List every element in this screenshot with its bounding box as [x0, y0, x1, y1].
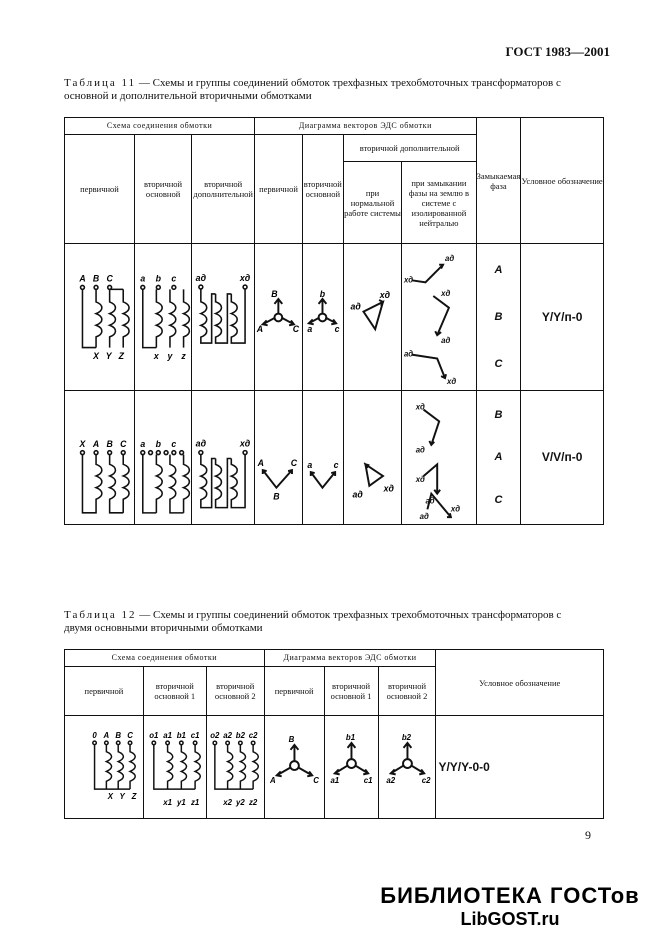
- table11-caption-label: Таблица 11: [64, 77, 137, 89]
- t11-r2-m-top2: c: [171, 438, 177, 449]
- t12-ds1-2: c1: [363, 776, 373, 786]
- t11-r1-p-bot1: Y: [105, 351, 112, 362]
- star-diagram-primary-t12: [265, 716, 324, 818]
- t11-r1-dm-1: a: [307, 324, 313, 335]
- t11-r1-designation: [521, 244, 604, 391]
- t11-r2-p-top0: X: [79, 438, 86, 449]
- table12: [64, 649, 604, 819]
- t11-r2-dn-1: xд: [383, 483, 394, 494]
- t11-header-secondary-add: вторичной дополнительной: [192, 135, 255, 244]
- fault-vectors-r1: [402, 244, 475, 390]
- table12-caption-label: Таблица 12: [64, 609, 137, 621]
- t11-header-normal: при нормальной работе системы: [343, 162, 401, 244]
- t12-header-diagram: Диаграмма векторов ЭДС обмотки: [264, 650, 436, 667]
- winding-add-r2: [192, 391, 254, 524]
- t12-s2-top1: a2: [222, 731, 232, 741]
- t12-p-top3: C: [127, 730, 133, 740]
- t11-r2-dp-0: A: [257, 458, 265, 469]
- t12-diag-primary: [264, 716, 324, 819]
- watermark-line2: LibGOST.ru: [460, 909, 560, 929]
- t12-s1-bot2: z1: [190, 797, 200, 807]
- table11: [64, 117, 604, 525]
- t12-dp-1: A: [269, 776, 276, 786]
- table11-caption: [64, 77, 584, 103]
- t11-r2-diag-primary: [255, 391, 303, 525]
- t12-ds2-2: c2: [421, 776, 430, 786]
- winding-primary-r2: [65, 391, 134, 524]
- t12-s2-bot1: y2: [235, 797, 245, 807]
- t12-s1-top3: c1: [190, 731, 200, 741]
- t11-r2-phase-2: C: [494, 494, 503, 507]
- t12-p-top0: 0: [92, 730, 97, 740]
- t12-ds1-0: b1: [345, 733, 355, 743]
- t11-r1-dp-1: A: [256, 324, 264, 335]
- t11-header-diag-secondary-main: вторичной основной: [302, 135, 343, 244]
- t12-s1-scheme: [143, 716, 206, 819]
- t12-header-diag-primary: первичной: [264, 667, 324, 716]
- svg-text:aд: aд: [415, 445, 426, 455]
- star-diagram-main-r1: [303, 244, 343, 390]
- t12-p-bot2: Z: [131, 792, 137, 802]
- t12-header-diag-secondary2: вторичной основной 2: [378, 667, 436, 716]
- svg-text:aд: aд: [445, 253, 455, 263]
- t11-r1-phase-0: A: [494, 264, 503, 277]
- t11-r1-p-top0: A: [79, 273, 86, 284]
- star-diagram-s2-t12: [379, 716, 436, 818]
- t12-s2-top2: b2: [235, 731, 245, 741]
- t11-r2-a-top0: aд: [195, 438, 207, 449]
- t12-designation-text: Y/Y/Y-0-0: [438, 759, 490, 774]
- table12-caption-text: — Схемы и группы соединений обмоток трехфазных трехобмоточных трансформаторов с двумя основными вторичными обмотками: [64, 609, 562, 634]
- t11-r1-p-top1: B: [92, 273, 100, 284]
- t11-r2-p-top2: B: [106, 438, 113, 449]
- svg-text:aд: aд: [425, 496, 435, 506]
- t12-diag-s1: [324, 716, 378, 819]
- t11-r2-diag-main: [302, 391, 343, 525]
- t11-r1-dm-0: b: [319, 289, 325, 300]
- t11-r1-dp-0: B: [271, 289, 278, 300]
- t12-dp-0: B: [288, 734, 295, 744]
- t12-p-top1: A: [103, 730, 110, 740]
- t11-r1-designation-text: Y/Y/п-0: [541, 309, 583, 324]
- watermark-line1: БИБЛИОТЕКА ГОСТов: [380, 883, 640, 908]
- t11-r1-diag-fault: [402, 244, 476, 391]
- t11-r2-designation: [521, 391, 604, 525]
- t11-r1-dn-0: aд: [350, 301, 361, 312]
- t11-r1-phase-2: C: [494, 357, 503, 370]
- svg-text:aд: aд: [419, 512, 430, 522]
- winding-main-r1: [135, 244, 191, 390]
- t11-r1-diag-primary: [255, 244, 303, 391]
- t11-header-designation: Условное обозначение: [521, 118, 604, 244]
- t11-header-diag-primary: первичной: [255, 135, 303, 244]
- t11-r1-main-scheme: [134, 244, 191, 391]
- table12-caption: [64, 609, 584, 635]
- t12-s2-top3: c2: [248, 731, 258, 741]
- t12-s2-scheme: [206, 716, 264, 819]
- star-diagram-primary-r1: [255, 244, 302, 390]
- t11-r1-dm-2: c: [334, 324, 340, 335]
- document-header: ГОСТ 1983—2001: [505, 44, 610, 59]
- t11-header-phase: Замыкаемая фаза: [476, 118, 521, 244]
- t11-r2-primary-scheme: [65, 391, 135, 525]
- t11-r2-diag-normal: [343, 391, 401, 525]
- t11-header-primary: первичной: [65, 135, 135, 244]
- t11-r1-m-bot2: z: [181, 351, 186, 362]
- winding-s2-t12: [207, 716, 264, 818]
- t11-r1-a-top1: xд: [240, 273, 251, 284]
- t11-r2-phase-0: B: [494, 408, 503, 421]
- t11-r2-dm-1: c: [333, 460, 339, 471]
- v-diagram-main-r2: [303, 391, 343, 524]
- t11-r2-m-top1: b: [155, 438, 161, 449]
- t11-r1-p-top2: C: [106, 273, 113, 284]
- svg-text:aд: aд: [441, 335, 451, 345]
- t11-r1-p-bot0: X: [93, 351, 99, 362]
- t11-r2-designation-text: V/V/п-0: [541, 450, 583, 464]
- winding-primary-t12: [65, 716, 143, 818]
- svg-text:xд: xд: [415, 402, 426, 412]
- star-diagram-s1-t12: [325, 716, 378, 818]
- t11-header-fault: при замыкании фазы на землю в системе с изолированной нейтралью: [402, 162, 476, 244]
- triangle-diagram-normal-r2: [344, 391, 401, 524]
- svg-text:xд: xд: [447, 376, 457, 386]
- svg-text:xд: xд: [441, 288, 451, 298]
- t11-r2-phases: [476, 391, 521, 525]
- t11-r2-p-top1: A: [92, 438, 100, 449]
- t11-r1-dn-1: xд: [379, 290, 390, 301]
- t11-r1-m-bot0: x: [153, 351, 159, 362]
- t11-r1-dp-2: C: [292, 324, 300, 335]
- t11-r2-dp-1: C: [290, 458, 298, 469]
- t11-r2-dp-2: B: [273, 491, 280, 502]
- t12-primary-scheme: [65, 716, 144, 819]
- t12-s2-bot0: x2: [222, 797, 232, 807]
- t12-header-designation: Условное обозначение: [436, 650, 604, 716]
- t12-ds2-0: b2: [401, 733, 411, 743]
- t11-r1-diag-normal: [343, 244, 401, 391]
- t11-r2-add-scheme: [192, 391, 255, 525]
- t12-ds1-1: a1: [330, 776, 339, 786]
- t12-s2-bot2: z2: [248, 797, 258, 807]
- table11-caption-text: — Схемы и группы соединений обмоток трехфазных трехобмоточных трансформаторов с основной и дополнительной вторичными обмотками: [64, 77, 561, 102]
- svg-text:xд: xд: [451, 504, 461, 514]
- t11-r1-m-bot1: y: [167, 351, 173, 362]
- t12-s2-top0: o2: [210, 731, 220, 741]
- t11-r1-primary-scheme: [65, 244, 135, 391]
- watermark: [365, 884, 655, 930]
- t11-r2-main-scheme: [134, 391, 191, 525]
- svg-text:xд: xд: [415, 474, 426, 484]
- fault-vectors-r2: [402, 391, 475, 524]
- t12-p-top2: B: [115, 730, 122, 740]
- t12-header-secondary2: вторичной основной 2: [206, 667, 264, 716]
- winding-primary-r1: [65, 244, 134, 390]
- t11-r2-a-top1: xд: [240, 438, 251, 449]
- svg-text:aд: aд: [404, 349, 414, 359]
- t11-r1-m-top0: a: [140, 273, 146, 284]
- t11-r1-p-bot2: Z: [118, 351, 124, 362]
- t12-designation: [436, 716, 604, 819]
- t11-header-diagram: Диаграмма векторов ЭДС обмотки: [255, 118, 476, 135]
- t12-header-diag-secondary1: вторичной основной 1: [324, 667, 378, 716]
- winding-add-r1: [192, 244, 254, 390]
- t11-header-secondary-main: вторичной основной: [134, 135, 191, 244]
- t11-r1-a-top0: aд: [195, 273, 207, 284]
- t11-r1-m-top2: c: [171, 273, 177, 284]
- t12-s1-top0: o1: [149, 731, 159, 741]
- t11-header-scheme: Схема соединения обмотки: [65, 118, 255, 135]
- t11-r1-diag-main: [302, 244, 343, 391]
- t12-header-scheme: Схема соединения обмотки: [65, 650, 265, 667]
- t12-s1-top2: b1: [176, 731, 186, 741]
- winding-main-r2: [135, 391, 191, 524]
- t12-header-secondary1: вторичной основной 1: [143, 667, 206, 716]
- t11-r1-phase-1: B: [494, 310, 503, 323]
- t11-r1-add-scheme: [192, 244, 255, 391]
- t11-r1-phases: [476, 244, 521, 391]
- t12-s1-top1: a1: [163, 731, 172, 741]
- t12-p-bot1: Y: [119, 792, 125, 802]
- t11-r2-phase-1: A: [494, 451, 503, 464]
- page-number: 9: [585, 828, 591, 842]
- t12-header-primary: первичной: [65, 667, 144, 716]
- v-diagram-primary-r2: [255, 391, 302, 524]
- svg-text:xд: xд: [404, 275, 414, 285]
- t12-diag-s2: [378, 716, 436, 819]
- t11-r2-dn-0: aд: [352, 489, 363, 500]
- t12-s1-bot1: y1: [176, 797, 186, 807]
- t12-p-bot0: X: [107, 792, 113, 802]
- t11-r2-diag-fault: [402, 391, 476, 525]
- t11-header-diag-secondary-add: вторичной дополнительной: [343, 135, 476, 162]
- t11-r2-m-top0: a: [140, 438, 146, 449]
- winding-s1-t12: [144, 716, 206, 818]
- t12-ds2-1: a2: [385, 776, 395, 786]
- triangle-diagram-normal-r1: [344, 244, 401, 390]
- t12-s1-bot0: x1: [163, 797, 172, 807]
- t11-r2-p-top3: C: [120, 438, 127, 449]
- t12-dp-2: C: [312, 776, 319, 786]
- t11-r2-dm-0: a: [307, 460, 313, 471]
- t11-r1-m-top1: b: [155, 273, 161, 284]
